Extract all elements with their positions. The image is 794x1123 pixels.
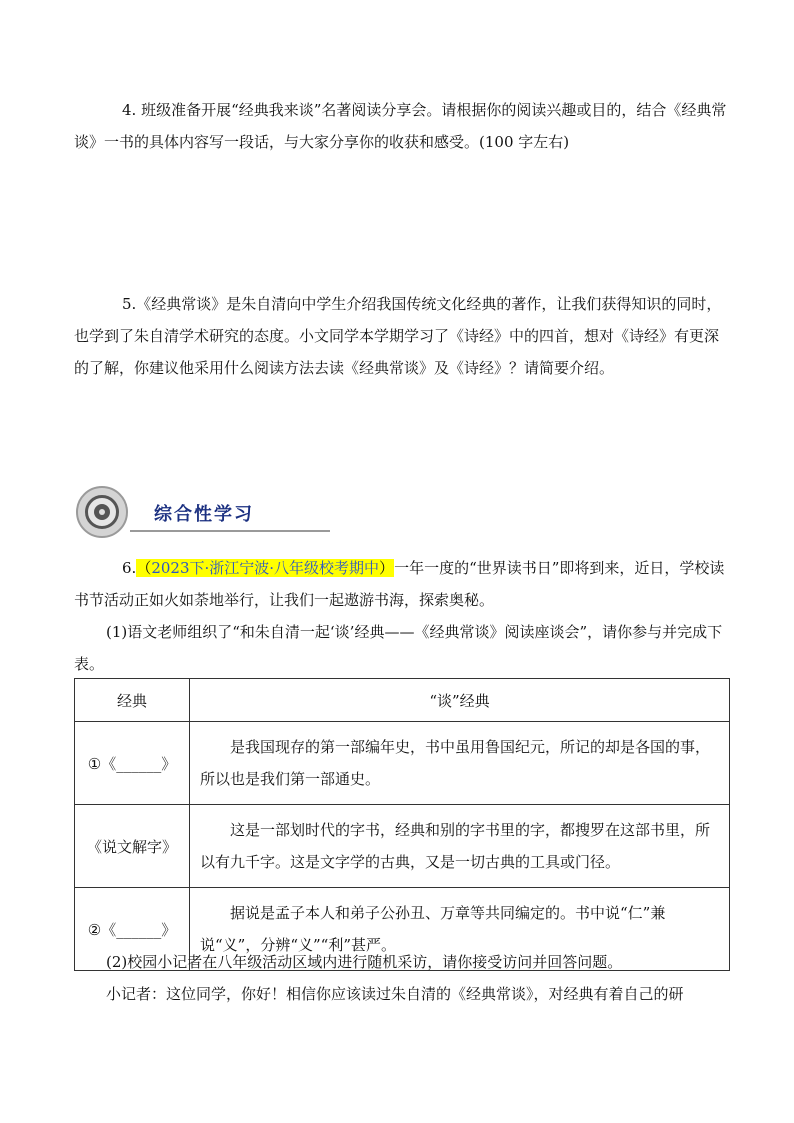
section-title: 综合性学习 (154, 504, 254, 525)
classics-table (74, 678, 730, 971)
classic-name-blank-1[interactable]: ①《______》 (75, 722, 190, 805)
table-header-classic: 经典 (75, 679, 190, 722)
classic-name: 《说文解字》 (75, 805, 190, 888)
table-row (75, 722, 730, 805)
target-icon (76, 486, 128, 538)
source-tag: （2023下·浙江宁波·八年级校考期中） (136, 559, 395, 577)
question-6-part1: (1)语文老师组织了“和朱自清一起‘谈’经典——《经典常谈》阅读座谈会”，请你参与并完成下表。 (74, 623, 723, 673)
classic-description: 据说是孟子本人和弟子公孙丑、万章等共同编定的。书中说“仁”兼说“义”，分辨“义”“利”甚严。 (190, 888, 730, 971)
section-header (76, 486, 316, 538)
question-6 (74, 552, 730, 680)
reporter-line: 小记者：这位同学，你好！相信你应该读过朱自清的《经典常谈》，对经典有着自己的研 (106, 985, 684, 1003)
question-6-part2: (2)校园小记者在八年级活动区域内进行随机采访，请你接受访问并回答问题。 (106, 953, 623, 971)
table-header-discussion: “谈”经典 (190, 679, 730, 722)
question-6-number: 6. (122, 559, 137, 577)
classic-name-blank-2[interactable]: ②《______》 (75, 888, 190, 971)
question-6-intro: 一年一度的“世界读书日”即将到来，近日，学校读书节活动正如火如荼地举行，让我们一起遨游书海，探索奥秘。 (74, 559, 725, 609)
question-6-tail (74, 946, 730, 1010)
classic-description: 这是一部划时代的字书，经典和别的字书里的字，都搜罗在这部书里，所以有九千字。这是文字学的古典，又是一切古典的工具或门径。 (190, 805, 730, 888)
classic-description: 是我国现存的第一部编年史，书中虽用鲁国纪元，所记的却是各国的事，所以也是我们第一部通史。 (190, 722, 730, 805)
section-underline (130, 530, 330, 532)
question-5: 5.《经典常谈》是朱自清向中学生介绍我国传统文化经典的著作，让我们获得知识的同时，也学到了朱自清学术研究的态度。小文同学本学期学习了《诗经》中的四首，想对《诗经》有更深的了解，你建议他采用什么阅读方法去读《经典常谈》及《诗经》？请简要介绍。 (74, 295, 722, 377)
question-4: 4. 班级准备开展“经典我来谈”名著阅读分享会。请根据你的阅读兴趣或目的，结合《经典常谈》一书的具体内容写一段话，与大家分享你的收获和感受。(100 字左右) (74, 101, 727, 151)
table-row (75, 805, 730, 888)
